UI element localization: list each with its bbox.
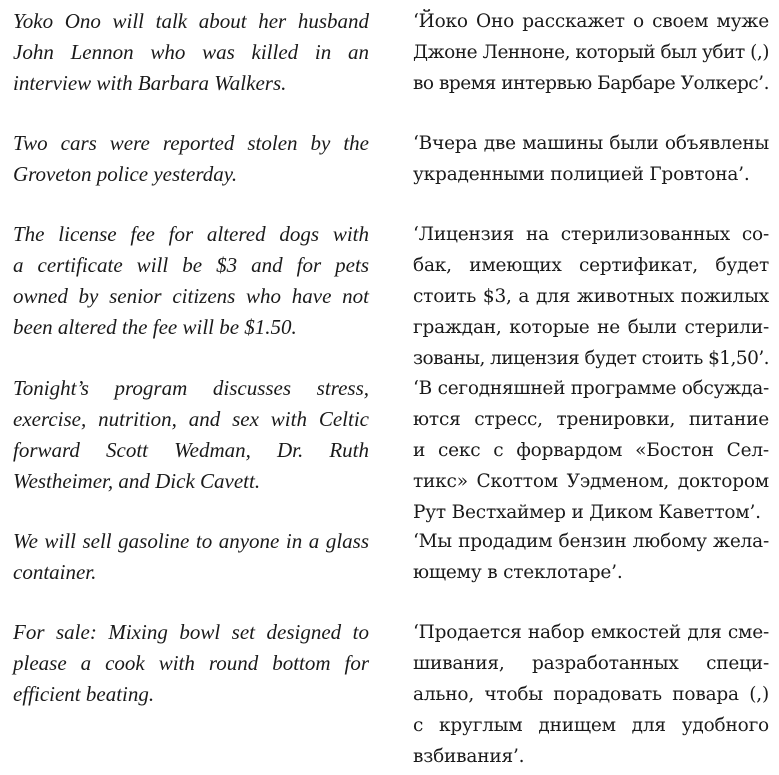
russian-translation-2 [413,128,769,190]
english-sentence-5 [13,526,369,588]
text-line: We will sell gasoline to anyone in a glass [13,529,369,553]
text-line: взбивания’. [413,746,525,767]
text-line: Tonight’s program discusses stress, [13,376,369,400]
english-sentence-6 [13,617,369,710]
text-line: container. [13,560,97,584]
text-line: Two cars were reported stolen by the [13,131,369,155]
text-line: exercise, nutrition, and sex with Celtic [13,407,369,431]
russian-translation-4 [413,373,769,528]
russian-translation-1 [413,6,769,99]
english-sentence-1 [13,6,369,99]
text-line: с круглым днищем для удобного [413,715,769,736]
text-line: interview with Barbara Walkers. [13,71,287,95]
text-line: ‘В сегодняшней программе обсужда- [413,378,769,399]
text-line: been altered the fee will be $1.50. [13,315,297,339]
text-line: граждан, которые не были стерили- [413,317,769,338]
english-sentence-3 [13,219,369,343]
text-line: Рут Вестхаймер и Диком Каветтом’. [413,502,761,523]
text-line: ‘Мы продадим бензин любому жела- [413,531,769,552]
text-line: efficient beating. [13,682,155,706]
text-line: ‘Продается набор емкостей для сме- [413,622,769,643]
text-line: For sale: Mixing bowl set designed to [13,620,369,644]
text-line: Yoko Ono will talk about her husband [13,9,369,33]
text-line: зованы, лицензия будет стоить $1,50’. [413,348,769,369]
text-line: украденными полицией Гровтона’. [413,164,750,185]
text-line: ‘Вчера две машины были объявлены [413,133,769,154]
text-line: owned by senior citizens who have not [13,284,369,308]
text-line: ально, чтобы порадовать повара (,) [413,684,769,705]
russian-translation-5 [413,526,769,588]
text-line: Westheimer, and Dick Cavett. [13,469,261,493]
text-line: please a cook with round bottom for [13,651,369,675]
russian-translation-6 [413,617,769,772]
text-line: бак, имеющих сертификат, будет [413,255,769,276]
text-line: ‘Лицензия на стерилизованных со- [413,224,769,245]
text-line: forward Scott Wedman, Dr. Ruth [13,438,369,462]
text-line: ются стресс, тренировки, питание [413,409,769,430]
text-line: Groveton police yesterday. [13,162,238,186]
text-line: шивания, разработанных специ- [413,653,769,674]
russian-translation-3 [413,219,769,374]
text-line: стоить $3, а для животных пожилых [413,286,769,307]
text-line: Джоне Ленноне, который был убит (,) [413,42,769,63]
text-line: во время интервью Барбаре Уолкерс’. [413,73,769,94]
english-sentence-2 [13,128,369,190]
english-sentence-4 [13,373,369,497]
text-line: ющему в стеклотаре’. [413,562,623,583]
text-line: a certificate will be $3 and for pets [13,253,369,277]
text-line: тикс» Скоттом Уэдменом, доктором [413,471,769,492]
text-line: и секс с форвардом «Бостон Сел- [413,440,769,461]
text-line: ‘Йоко Оно расскажет о своем муже [413,11,769,32]
text-line: The license fee for altered dogs with [13,222,369,246]
text-line: John Lennon who was killed in an [13,40,369,64]
